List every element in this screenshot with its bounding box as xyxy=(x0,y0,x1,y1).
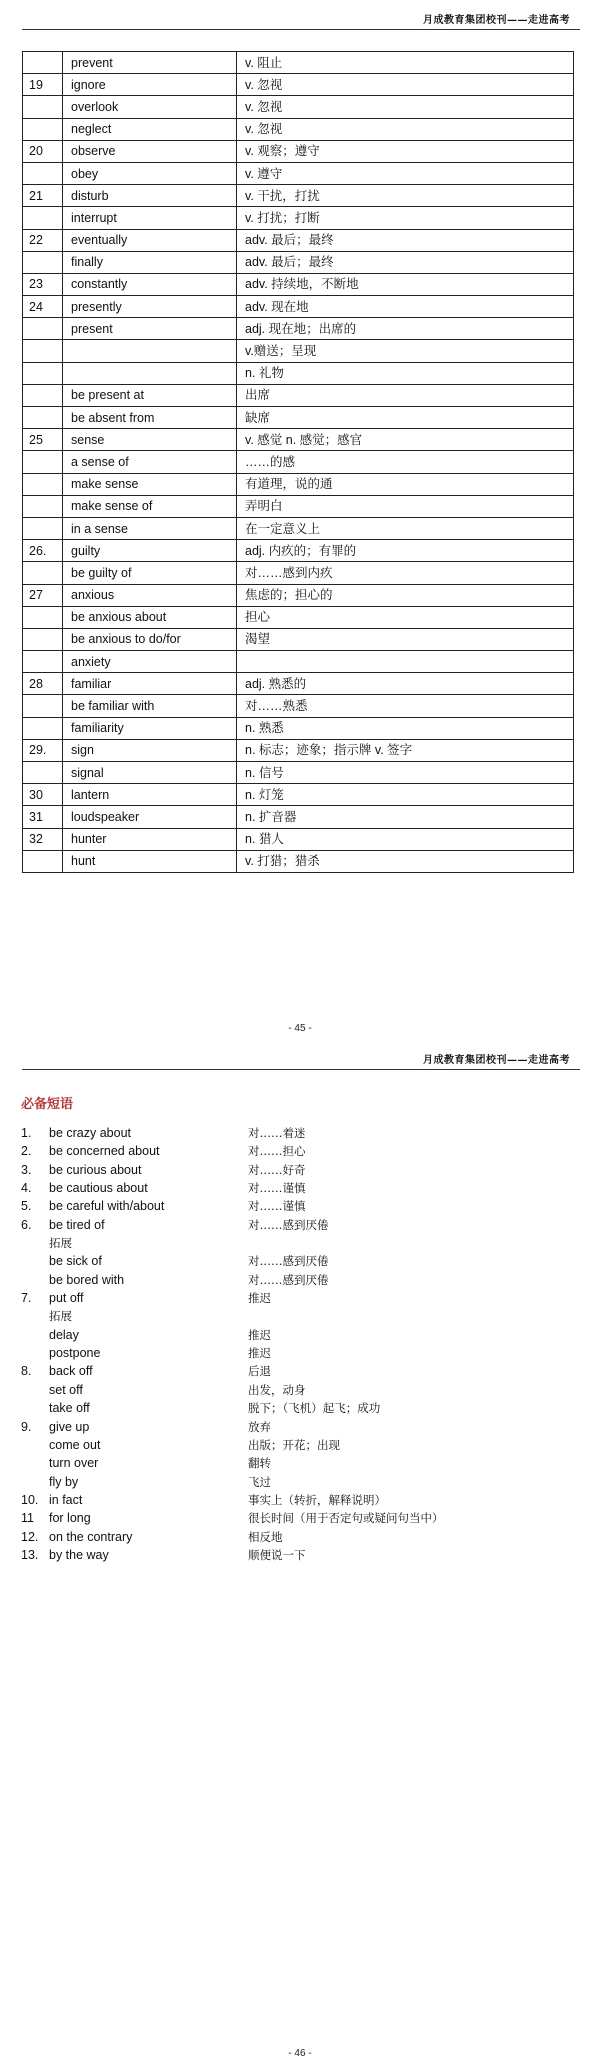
vocab-word: observe xyxy=(63,140,237,162)
list-item xyxy=(21,1216,561,1234)
phrase-meaning: 放弃 xyxy=(248,1419,271,1434)
vocab-meaning: adv. 最后；最终 xyxy=(237,251,574,273)
vocab-meaning: v. 观察；遵守 xyxy=(237,140,574,162)
phrase-number: 6. xyxy=(21,1217,32,1232)
phrase-number: 2. xyxy=(21,1144,32,1159)
row-number: 32 xyxy=(23,828,63,850)
phrase-meaning: 对……感到厌倦 xyxy=(248,1217,329,1232)
vocab-meaning: v. 忽视 xyxy=(237,74,574,96)
vocab-meaning: 对……熟悉 xyxy=(237,695,574,717)
row-number: 23 xyxy=(23,273,63,295)
page-number: - 46 - xyxy=(288,2048,312,2059)
phrase-meaning: 出发，动身 xyxy=(248,1382,306,1397)
row-number: 31 xyxy=(23,806,63,828)
page-header xyxy=(22,1046,580,1070)
vocab-word: anxious xyxy=(63,584,237,606)
vocab-word: be present at xyxy=(63,384,237,406)
phrase-meaning: 对……谨慎 xyxy=(248,1199,306,1214)
table-row xyxy=(23,296,574,318)
vocab-meaning: 有道理，说的通 xyxy=(237,473,574,495)
vocab-meaning: adj. 熟悉的 xyxy=(237,673,574,695)
phrase-number: 12. xyxy=(21,1529,39,1544)
phrase-number: 10. xyxy=(21,1492,39,1507)
row-number xyxy=(23,384,63,406)
phrase-text: be bored with xyxy=(49,1272,125,1287)
vocab-meaning: adj. 内疚的；有罪的 xyxy=(237,540,574,562)
table-row xyxy=(23,229,574,251)
vocab-meaning: adj. 现在地；出席的 xyxy=(237,318,574,340)
list-item xyxy=(21,1161,561,1179)
phrase-text: be crazy about xyxy=(49,1126,131,1140)
vocab-meaning: 渴望 xyxy=(237,628,574,650)
phrase-text: put off xyxy=(49,1291,84,1306)
phrase-text: come out xyxy=(49,1437,101,1452)
table-row xyxy=(23,52,574,74)
table-row xyxy=(23,517,574,539)
vocab-meaning: v. 遵守 xyxy=(237,162,574,184)
row-number xyxy=(23,362,63,384)
vocab-word: overlook xyxy=(63,96,237,118)
phrase-text: be tired of xyxy=(49,1217,105,1232)
vocab-word: make sense of xyxy=(63,495,237,517)
phrase-meaning: 对……好奇 xyxy=(248,1162,306,1177)
vocab-meaning xyxy=(237,651,574,673)
row-number xyxy=(23,96,63,118)
vocab-word: ignore xyxy=(63,74,237,96)
list-item xyxy=(21,1179,561,1197)
vocab-meaning: n. 信号 xyxy=(237,762,574,784)
table-row xyxy=(23,673,574,695)
row-number: 24 xyxy=(23,296,63,318)
table-row xyxy=(23,584,574,606)
table-row xyxy=(23,340,574,362)
row-number xyxy=(23,695,63,717)
phrase-meaning: 脱下；（飞机）起飞；成功 xyxy=(248,1401,381,1416)
phrase-text: be concerned about xyxy=(49,1144,160,1159)
list-item xyxy=(21,1362,561,1380)
phrase-meaning: 顺便说一下 xyxy=(248,1547,306,1562)
vocab-word: anxiety xyxy=(63,651,237,673)
table-row xyxy=(23,429,574,451)
table-row xyxy=(23,495,574,517)
vocab-word: familiar xyxy=(63,673,237,695)
table-row xyxy=(23,162,574,184)
list-item xyxy=(21,1491,561,1509)
phrase-meaning: 翻转 xyxy=(248,1456,271,1471)
vocab-word: make sense xyxy=(63,473,237,495)
header-title: 月成教育集团校刊——走进高考 xyxy=(423,1055,570,1066)
table-row xyxy=(23,207,574,229)
table-row xyxy=(23,451,574,473)
row-number xyxy=(23,473,63,495)
row-number: 28 xyxy=(23,673,63,695)
table-row xyxy=(23,407,574,429)
vocab-word: sense xyxy=(63,429,237,451)
vocab-meaning: n. 猎人 xyxy=(237,828,574,850)
phrase-text: delay xyxy=(49,1327,79,1342)
table-row xyxy=(23,473,574,495)
vocab-word xyxy=(63,340,237,362)
phrase-meaning: 飞过 xyxy=(248,1474,271,1489)
table-row xyxy=(23,762,574,784)
list-item xyxy=(21,1436,561,1454)
row-number xyxy=(23,717,63,739)
phrase-number: 1. xyxy=(21,1126,32,1140)
phrase-text: postpone xyxy=(49,1346,101,1361)
vocab-meaning: adv. 持续地，不断地 xyxy=(237,273,574,295)
table-row xyxy=(23,739,574,761)
vocab-word: signal xyxy=(63,762,237,784)
vocab-word: constantly xyxy=(63,273,237,295)
phrase-text: turn over xyxy=(49,1456,99,1471)
phrase-meaning: 对……担心 xyxy=(248,1144,306,1159)
phrase-number: 3. xyxy=(21,1162,32,1177)
vocab-meaning: n. 礼物 xyxy=(237,362,574,384)
table-row xyxy=(23,606,574,628)
table-row xyxy=(23,318,574,340)
row-number xyxy=(23,517,63,539)
phrase-text: be cautious about xyxy=(49,1181,148,1196)
row-number xyxy=(23,118,63,140)
vocab-meaning: v. 忽视 xyxy=(237,118,574,140)
row-number: 30 xyxy=(23,784,63,806)
table-row xyxy=(23,251,574,273)
list-item xyxy=(21,1234,561,1252)
vocab-meaning: 对……感到内疚 xyxy=(237,562,574,584)
row-number xyxy=(23,52,63,74)
list-item xyxy=(21,1344,561,1362)
phrase-number: 9. xyxy=(21,1419,32,1434)
row-number: 25 xyxy=(23,429,63,451)
section-title: 必备短语 xyxy=(21,1097,74,1112)
phrase-meaning: 推迟 xyxy=(248,1346,271,1361)
phrase-meaning: 对……着迷 xyxy=(248,1126,306,1140)
vocab-meaning: v. 阻止 xyxy=(237,52,574,74)
vocab-meaning: n. 灯笼 xyxy=(237,784,574,806)
row-number xyxy=(23,251,63,273)
vocab-meaning: v. 打扰；打断 xyxy=(237,207,574,229)
phrase-meaning: 后退 xyxy=(248,1364,271,1379)
phrase-number: 8. xyxy=(21,1364,32,1379)
row-number xyxy=(23,628,63,650)
row-number: 22 xyxy=(23,229,63,251)
list-item xyxy=(21,1142,561,1160)
row-number: 29. xyxy=(23,739,63,761)
list-item xyxy=(21,1381,561,1399)
page-header xyxy=(22,6,580,30)
row-number: 19 xyxy=(23,74,63,96)
row-number xyxy=(23,606,63,628)
table-row xyxy=(23,806,574,828)
phrase-text: 拓展 xyxy=(49,1236,72,1251)
vocab-word: in a sense xyxy=(63,517,237,539)
list-item xyxy=(21,1399,561,1417)
table-row xyxy=(23,74,574,96)
vocab-meaning: v. 打猎；猎杀 xyxy=(237,850,574,872)
vocab-meaning: adv. 最后；最终 xyxy=(237,229,574,251)
header-title: 月成教育集团校刊——走进高考 xyxy=(423,15,570,26)
vocab-meaning: 担心 xyxy=(237,606,574,628)
row-number: 21 xyxy=(23,185,63,207)
vocab-word: be anxious to do/for xyxy=(63,628,237,650)
row-number xyxy=(23,495,63,517)
table-row xyxy=(23,273,574,295)
list-item xyxy=(21,1197,561,1215)
phrase-text: on the contrary xyxy=(49,1529,133,1544)
table-row xyxy=(23,717,574,739)
list-item xyxy=(21,1307,561,1325)
table-row xyxy=(23,695,574,717)
table-row xyxy=(23,651,574,673)
table-row xyxy=(23,118,574,140)
row-number xyxy=(23,207,63,229)
table-row xyxy=(23,562,574,584)
phrase-meaning: 对……感到厌倦 xyxy=(248,1272,329,1287)
phrase-meaning: 很长时间（用于否定句或疑问句当中） xyxy=(248,1511,444,1526)
list-item xyxy=(21,1473,561,1491)
row-number xyxy=(23,762,63,784)
vocab-meaning: v. 干扰，打扰 xyxy=(237,185,574,207)
list-item xyxy=(21,1418,561,1436)
row-number xyxy=(23,340,63,362)
vocab-word: eventually xyxy=(63,229,237,251)
phrase-text: fly by xyxy=(49,1474,79,1489)
list-item xyxy=(21,1289,561,1307)
phrase-text: in fact xyxy=(49,1492,83,1507)
list-item xyxy=(21,1454,561,1472)
phrase-meaning: 推迟 xyxy=(248,1291,271,1306)
phrase-text: be curious about xyxy=(49,1162,142,1177)
vocab-word: prevent xyxy=(63,52,237,74)
table-row xyxy=(23,384,574,406)
table-row xyxy=(23,784,574,806)
table-row xyxy=(23,362,574,384)
row-number xyxy=(23,162,63,184)
phrase-text: back off xyxy=(49,1364,93,1379)
row-number xyxy=(23,318,63,340)
phrase-meaning: 出版；开花；出现 xyxy=(248,1437,340,1452)
vocab-meaning: 焦虑的；担心的 xyxy=(237,584,574,606)
row-number xyxy=(23,451,63,473)
list-item xyxy=(21,1528,561,1546)
phrase-number: 11 xyxy=(21,1511,34,1526)
list-item xyxy=(21,1271,561,1289)
list-item xyxy=(21,1124,561,1142)
vocab-word: guilty xyxy=(63,540,237,562)
phrase-text: be careful with/about xyxy=(49,1199,165,1214)
phrase-number: 7. xyxy=(21,1291,32,1306)
vocab-word: interrupt xyxy=(63,207,237,229)
vocab-word: hunt xyxy=(63,850,237,872)
phrase-meaning: 事实上（转折，解释说明） xyxy=(248,1492,386,1507)
vocab-word: disturb xyxy=(63,185,237,207)
vocab-word xyxy=(63,362,237,384)
phrase-number: 13. xyxy=(21,1547,39,1562)
vocab-meaning: n. 熟悉 xyxy=(237,717,574,739)
phrase-text: take off xyxy=(49,1401,90,1416)
vocab-word: familiarity xyxy=(63,717,237,739)
vocab-word: be absent from xyxy=(63,407,237,429)
vocab-word: obey xyxy=(63,162,237,184)
row-number: 27 xyxy=(23,584,63,606)
list-item xyxy=(21,1546,561,1564)
phrase-number: 5. xyxy=(21,1199,32,1214)
vocab-word: be guilty of xyxy=(63,562,237,584)
vocab-meaning: 缺席 xyxy=(237,407,574,429)
list-item xyxy=(21,1326,561,1344)
vocab-word: present xyxy=(63,318,237,340)
phrase-text: for long xyxy=(49,1511,91,1526)
vocab-word: sign xyxy=(63,739,237,761)
vocab-word: a sense of xyxy=(63,451,237,473)
vocab-meaning: 在一定意义上 xyxy=(237,517,574,539)
table-row xyxy=(23,850,574,872)
list-item xyxy=(21,1509,561,1527)
phrase-list xyxy=(21,1124,561,1564)
vocab-word: hunter xyxy=(63,828,237,850)
table-row xyxy=(23,185,574,207)
phrase-text: set off xyxy=(49,1382,83,1397)
row-number xyxy=(23,407,63,429)
row-number: 26. xyxy=(23,540,63,562)
vocab-meaning: n. 扩音器 xyxy=(237,806,574,828)
phrase-text: give up xyxy=(49,1419,90,1434)
phrase-text: by the way xyxy=(49,1547,109,1562)
vocab-meaning: n. 标志；迹象；指示牌 v. 签字 xyxy=(237,739,574,761)
vocab-word: loudspeaker xyxy=(63,806,237,828)
row-number xyxy=(23,651,63,673)
phrase-text: 拓展 xyxy=(49,1309,72,1324)
table-row xyxy=(23,140,574,162)
vocab-word: be familiar with xyxy=(63,695,237,717)
vocab-meaning: 出席 xyxy=(237,384,574,406)
row-number xyxy=(23,850,63,872)
phrase-meaning: 相反地 xyxy=(248,1529,283,1544)
phrase-number: 4. xyxy=(21,1181,32,1196)
vocab-word: finally xyxy=(63,251,237,273)
row-number: 20 xyxy=(23,140,63,162)
row-number xyxy=(23,562,63,584)
phrase-meaning: 对……谨慎 xyxy=(248,1181,306,1196)
table-row xyxy=(23,96,574,118)
table-row xyxy=(23,628,574,650)
table-row xyxy=(23,540,574,562)
vocab-word: presently xyxy=(63,296,237,318)
vocabulary-table xyxy=(22,51,574,873)
phrase-meaning: 推迟 xyxy=(248,1327,271,1342)
vocab-word: lantern xyxy=(63,784,237,806)
vocab-meaning: 弄明白 xyxy=(237,495,574,517)
list-item xyxy=(21,1252,561,1270)
table-row xyxy=(23,828,574,850)
vocab-word: be anxious about xyxy=(63,606,237,628)
vocab-meaning: v. 感觉 n. 感觉；感官 xyxy=(237,429,574,451)
vocab-meaning: adv. 现在地 xyxy=(237,296,574,318)
vocab-word: neglect xyxy=(63,118,237,140)
vocab-meaning: v.赠送；呈现 xyxy=(237,340,574,362)
phrase-meaning: 对……感到厌倦 xyxy=(248,1254,329,1269)
page-number: - 45 - xyxy=(288,1023,312,1034)
phrase-text: be sick of xyxy=(49,1254,102,1269)
vocab-meaning: v. 忽视 xyxy=(237,96,574,118)
vocab-meaning: ……的感 xyxy=(237,451,574,473)
